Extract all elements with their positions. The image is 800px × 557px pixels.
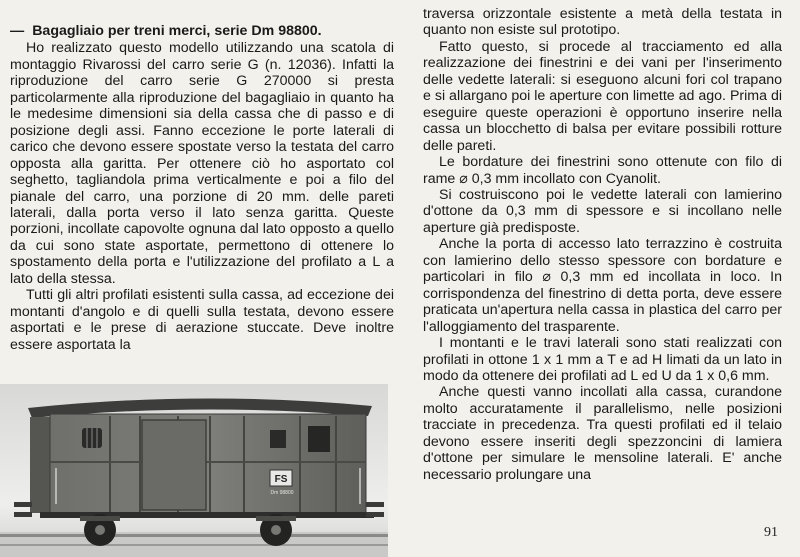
right-paragraph-5: Anche la porta di accesso lato terrazzino è costruita con lamierino dello stesso spessore con bordature e particolari in filo ⌀ 0,3 mm ed incollata in loco. In corrispondenza del finestrino di detta porta, deve essere praticata un'apertura nella cassa in plastica del carro per l'alloggiamento del trasparente. bbox=[423, 236, 782, 335]
left-paragraph-2: Tutti gli altri profilati esistenti sulla cassa, ad eccezione dei montanti d'angolo e di quelli sulla testata, devono essere asportati e le prese di aerazione stuccate. Deve inoltre essere asportata la bbox=[10, 287, 394, 353]
wagon-photo bbox=[0, 384, 388, 557]
right-paragraph-3: Le bordature dei finestrini sono ottenute con filo di rame ⌀ 0,3 mm incollato con Cyanolit. bbox=[423, 154, 782, 187]
left-paragraph-1: Ho realizzato questo modello utilizzando una scatola di montaggio Rivarossi del carro serie G (n. 12036). Infatti la riproduzione del carro serie G 270000 si presta particolarmente alla riproduzione del bagagliaio in quanto ha le medesime dimensioni sia della cassa che di passo e di posizione degli assi. Fanno eccezione le porte laterali di carico che devono essere spostate verso la testata del carro opposta alla garitta. Per ottenere ciò ho asportato col seghetto, tagliandola prima verticalmente e poi a filo del pianale del carro, una porzione di 20 mm. delle pareti laterali, dalla porta verso il lato senza garitta. Queste porzioni, incollate capovolte ognuna dal lato opposto a quello da cui sono state asportate, permettono di ottenere lo spostamento della porta e l'utilizzazione del profilato a L a lato della stessa. bbox=[10, 40, 394, 287]
wagon-number-label: Dm 98800 bbox=[270, 490, 294, 496]
right-paragraph-7: Anche questi vanno incollati alla cassa, curandone molto accuratamente il parallelismo, nelle posizioni tracciate in precedenza. Tra questi profilati ed il telaio devono essere inseriti degli spezzoncini di lamiera d'ottone per simulare le mensoline laterali. E' anche necessario prolungare una bbox=[423, 384, 782, 483]
wagon-fs-label: FS bbox=[274, 474, 288, 485]
heading-title: Bagagliaio per treni merci, serie Dm 98800. bbox=[32, 23, 322, 39]
article-heading bbox=[10, 23, 394, 39]
right-paragraph-1: traversa orizzontale esistente a metà della testata in quanto non esiste sul prototipo. bbox=[423, 6, 782, 39]
heading-dash: — bbox=[10, 23, 25, 39]
right-paragraph-4: Si costruiscono poi le vedette laterali con lamierino d'ottone da 0,3 mm di spessore e si incollano nelle aperture già predisposte. bbox=[423, 186, 782, 236]
right-paragraph-6: I montanti e le travi laterali sono stati realizzati con profilati in ottone 1 x 1 mm a T e ad H limati da un lato in modo da ottenere dei profilati ad L ed U da 1 x 0,6 mm. bbox=[423, 335, 782, 384]
page-number: 91 bbox=[764, 525, 778, 540]
right-text-column bbox=[423, 6, 782, 483]
left-text-column bbox=[10, 23, 394, 353]
right-paragraph-2: Fatto questo, si procede al tracciamento ed alla realizzazione dei finestrini e dei vani per l'inserimento delle vedette laterali: si eseguono alcuni fori col trapano e si allargano poi le aperture con limette ad ago. Prima di eseguire queste operazioni è opportuno inserire nella cassa un blocchetto di balsa per evitare possibili rotture delle pareti. bbox=[423, 38, 782, 154]
